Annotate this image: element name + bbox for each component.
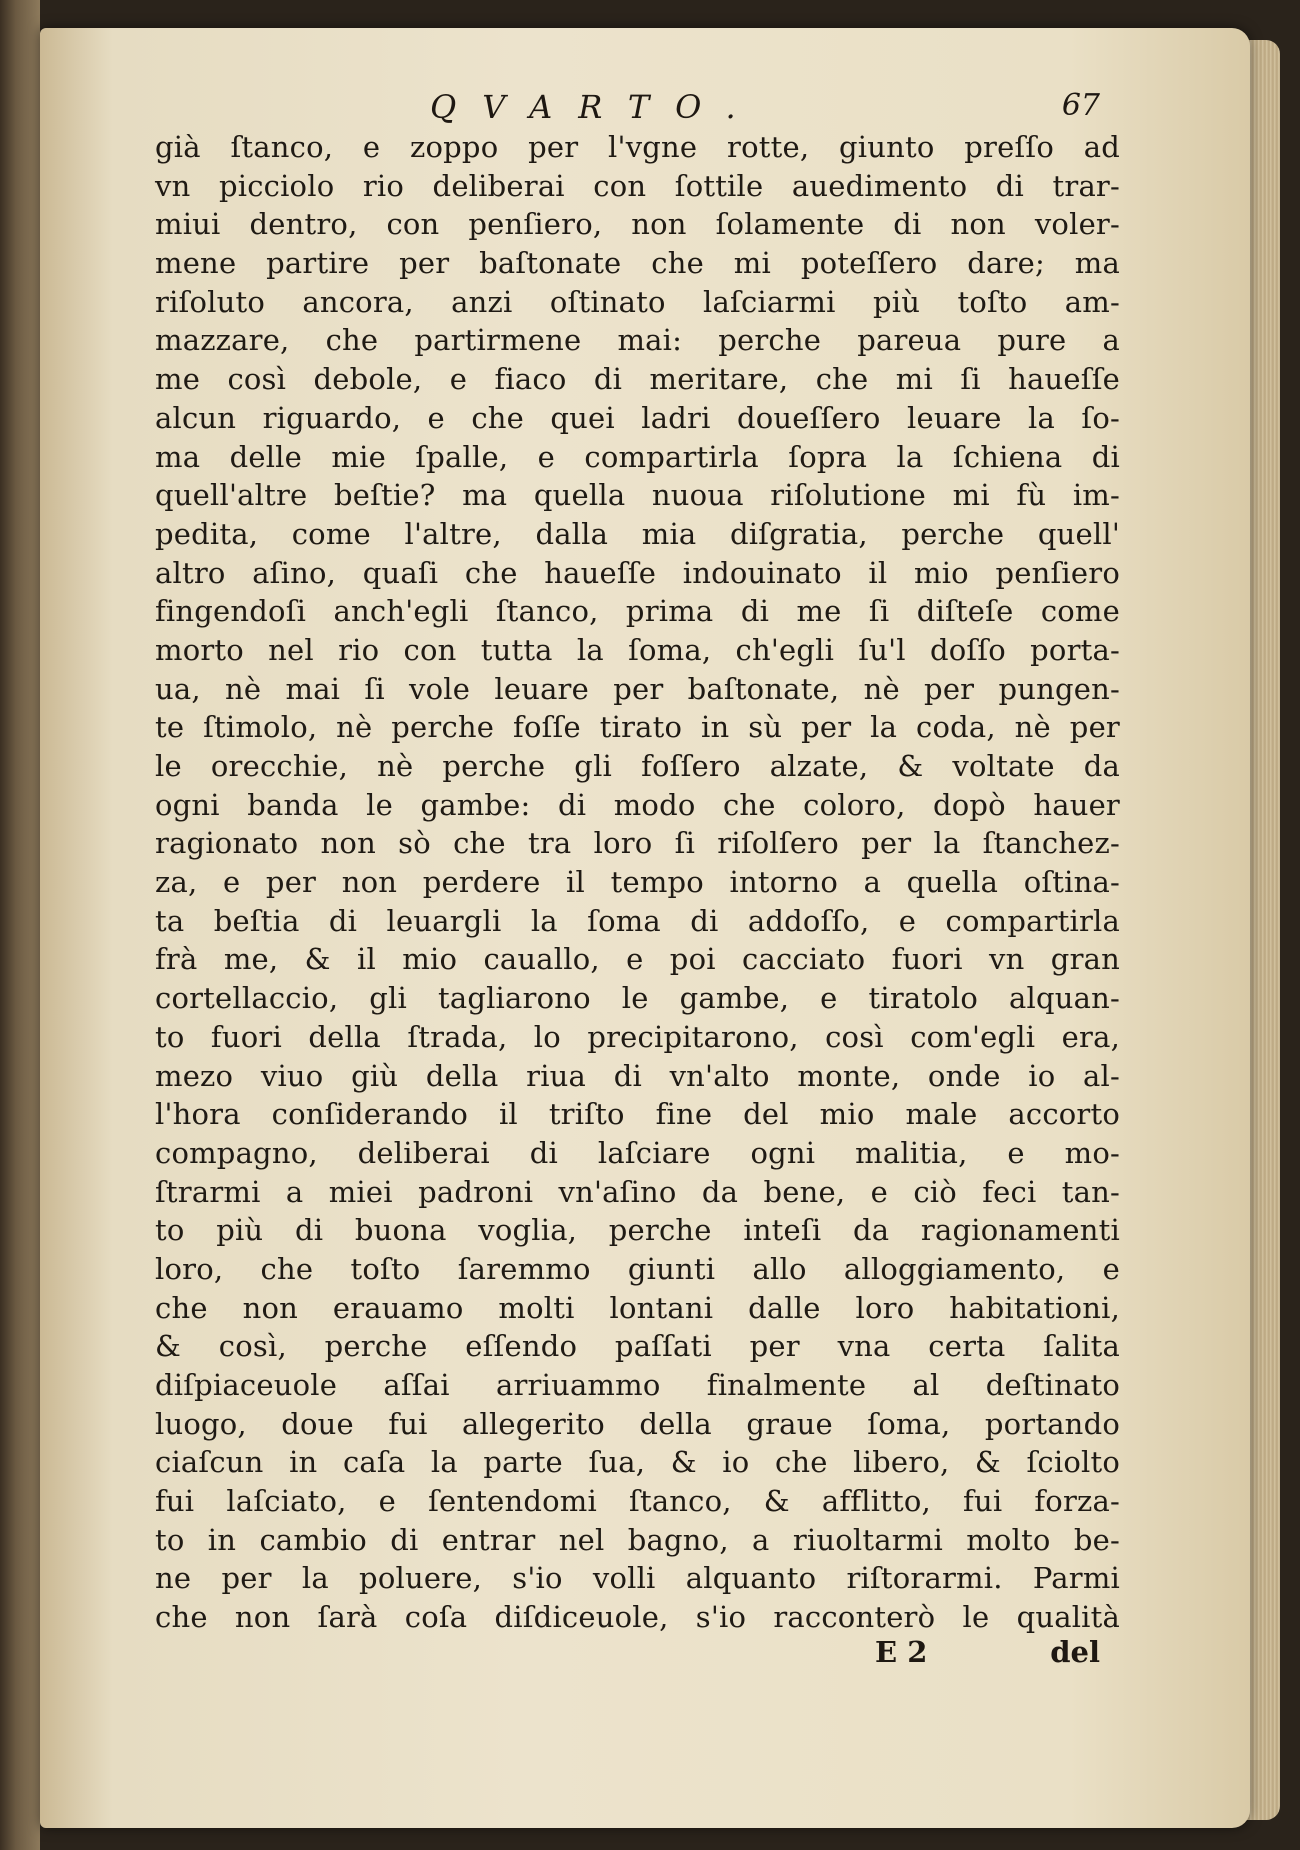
body-text [155,128,1120,1637]
text-line: to in cambio di entrar nel bagno, a riuoltarmi molto be- [155,1522,1120,1557]
text-line: & così, perche eſſendo paſſati per vna certa ſalita [155,1329,1120,1364]
text-line: diſpiaceuole aſſai arriuammo finalmente al deſtinato [155,1368,1120,1402]
text-line: luogo, doue fui allegerito della graue ſoma, portando [155,1406,1120,1441]
page-number: 67 [1061,88,1100,123]
text-line: l'hora conſiderando il triſto fine del mio male accorto [155,1097,1120,1132]
text-line: mene partire per baſtonate che mi poteſſero dare; ma [155,246,1120,281]
text-line: altro aſino, quaſi che haueſſe indouinato il mio penſiero [155,555,1120,590]
text-line: le orecchie, nè perche gli foſſero alzate, & voltate da [155,749,1120,783]
text-line: me così debole, e fiaco di meritare, che mi ſi haueſſe [155,362,1120,397]
text-line: fui laſciato, e ſentendomi ſtanco, & afflitto, fui forza- [155,1484,1120,1519]
text-line: morto nel rio con tutta la ſoma, ch'egli ſu'l doſſo porta- [155,632,1120,667]
text-line: fingendoſi anch'egli ſtanco, prima di me ſi diſteſe come [155,594,1120,629]
text-line: ſtrarmi a miei padroni vn'aſino da bene, e ciò feci tan- [155,1174,1120,1209]
text-line: ta beſtia di leuargli la ſoma di addoſſo, e compartirla [155,903,1120,938]
text-line: cortellaccio, gli tagliarono le gambe, e tiratolo alquan- [155,981,1120,1016]
book-spine [0,0,40,1850]
text-line: frà me, & il mio cauallo, e poi cacciato fuori vn gran [155,942,1120,977]
signature-mark: E 2 [875,1635,928,1669]
text-line: to più di buona voglia, perche inteſi da ragionamenti [155,1213,1120,1248]
text-line: alcun riguardo, e che quei ladri doueſſero leuare la ſo- [155,400,1120,435]
text-line: loro, che toſto ſaremmo giunti allo alloggiamento, e [155,1251,1120,1286]
text-line: ne per la poluere, s'io volli alquanto riſtorarmi. Parmi [155,1561,1120,1596]
text-line: ogni banda le gambe: di modo che coloro, dopò hauer [155,787,1120,822]
text-line: ragionato non sò che tra loro ſi riſolſero per la ſtanchez- [155,826,1120,861]
text-line: vn picciolo rio deliberai con ſottile auedimento di trar- [155,168,1120,203]
text-line: pedita, come l'altre, dalla mia diſgratia, perche quell' [155,516,1120,551]
running-head-title: QVARTO. [430,88,762,126]
running-head [150,88,1130,128]
text-line: che non erauamo molti lontani dalle loro habitationi, [155,1290,1120,1325]
text-line: già ſtanco, e zoppo per l'vgne rotte, giunto preſſo ad [155,130,1120,164]
text-line: riſoluto ancora, anzi oſtinato laſciarmi più toſto am- [155,284,1120,319]
text-line: to fuori della ſtrada, lo precipitarono, così com'egli era, [155,1019,1120,1054]
text-line: ciaſcun in caſa la parte ſua, & io che libero, & ſciolto [155,1445,1120,1480]
text-line: ua, nè mai ſi vole leuare per baſtonate, nè per pungen- [155,671,1120,706]
page-footer [860,1635,1100,1675]
text-line: quell'altre beſtie? ma quella nuoua riſolutione mi fù im- [155,478,1120,513]
text-line: te ſtimolo, nè perche foſſe tirato in sù per la coda, nè per [155,710,1120,745]
text-line: mazzare, che partirmene mai: perche pareua pure a [155,323,1120,358]
catchword: del [1050,1635,1100,1669]
text-line: ma delle mie ſpalle, e compartirla ſopra la ſchiena di [155,439,1120,474]
text-line: za, e per non perdere il tempo intorno a quella oſtina- [155,865,1120,900]
text-line: compagno, deliberai di laſciare ogni malitia, e mo- [155,1135,1120,1170]
text-line: mezo viuo giù della riua di vn'alto monte, onde io al- [155,1058,1120,1093]
text-line: miui dentro, con penſiero, non ſolamente di non voler- [155,207,1120,242]
text-line: che non ſarà coſa diſdiceuole, s'io racconterò le qualità [155,1600,1120,1635]
